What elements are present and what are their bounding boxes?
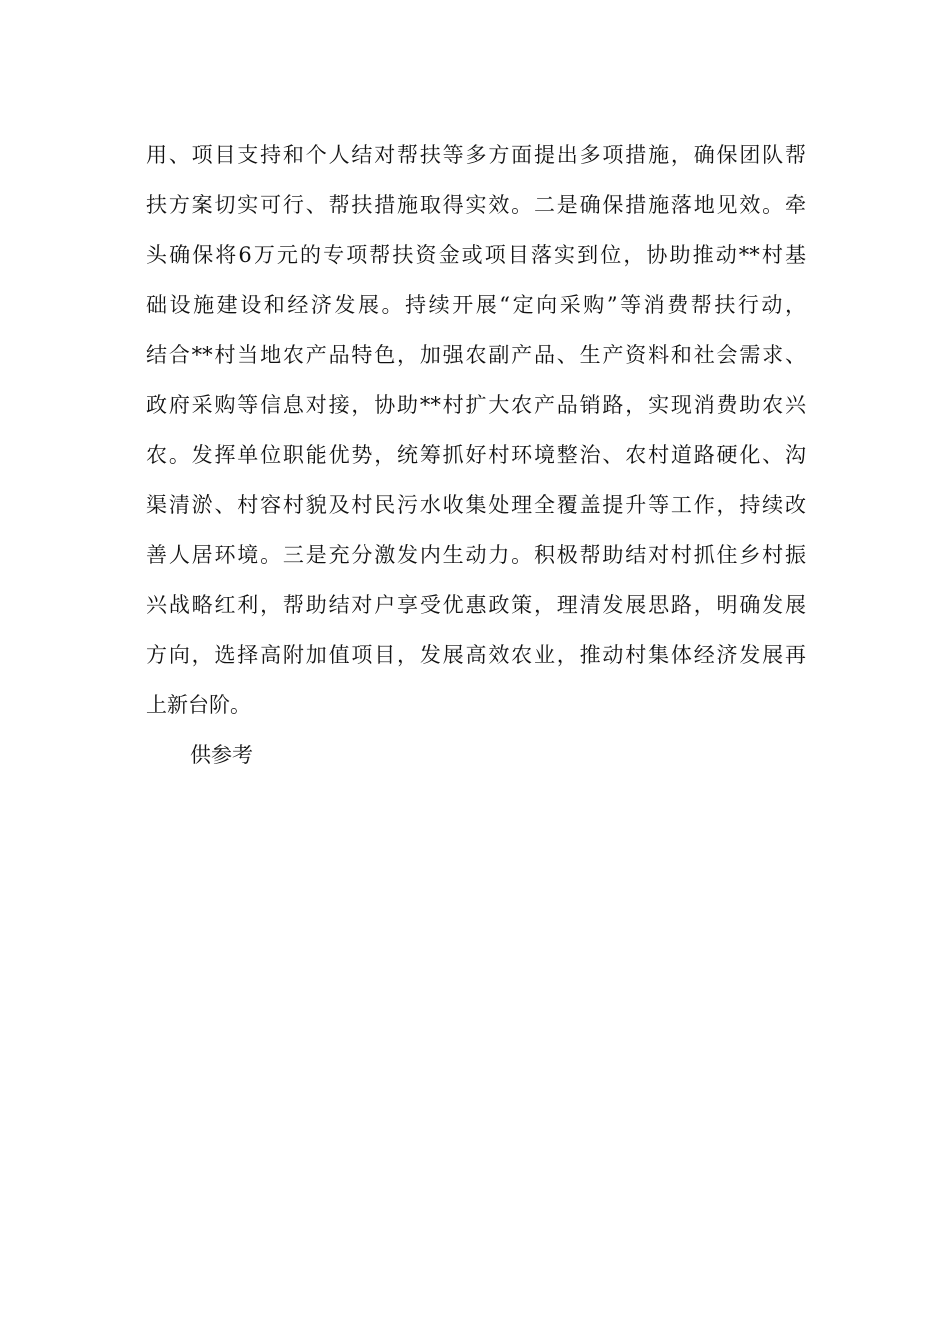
paragraph-line: 础设施建设和经济发展。持续开展“定向采购”等消费帮扶行动， (146, 293, 806, 317)
paragraph-line: 头确保将6万元的专项帮扶资金或项目落实到位，协助推动**村基 (146, 243, 806, 267)
paragraph-line: 结合**村当地农产品特色，加强农副产品、生产资料和社会需求、 (146, 343, 806, 367)
closing-note: 供参考 (190, 743, 253, 767)
paragraph-line: 用、项目支持和个人结对帮扶等多方面提出多项措施，确保团队帮 (146, 143, 806, 167)
paragraph-line: 农。发挥单位职能优势，统筹抓好村环境整治、农村道路硬化、沟 (146, 443, 806, 467)
paragraph-line: 扶方案切实可行、帮扶措施取得实效。二是确保措施落地见效。牵 (146, 193, 806, 217)
body-paragraph (146, 130, 806, 730)
paragraph-line: 兴战略红利，帮助结对户享受优惠政策，理清发展思路，明确发展 (146, 593, 806, 617)
paragraph-line: 善人居环境。三是充分激发内生动力。积极帮助结对村抓住乡村振 (146, 543, 806, 567)
paragraph-line: 渠清淤、村容村貌及村民污水收集处理全覆盖提升等工作，持续改 (146, 493, 806, 517)
paragraph-line: 政府采购等信息对接，协助**村扩大农产品销路，实现消费助农兴 (146, 393, 806, 417)
paragraph-line: 上新台阶。 (146, 693, 251, 717)
paragraph-line: 方向，选择高附加值项目，发展高效农业，推动村集体经济发展再 (146, 643, 806, 667)
